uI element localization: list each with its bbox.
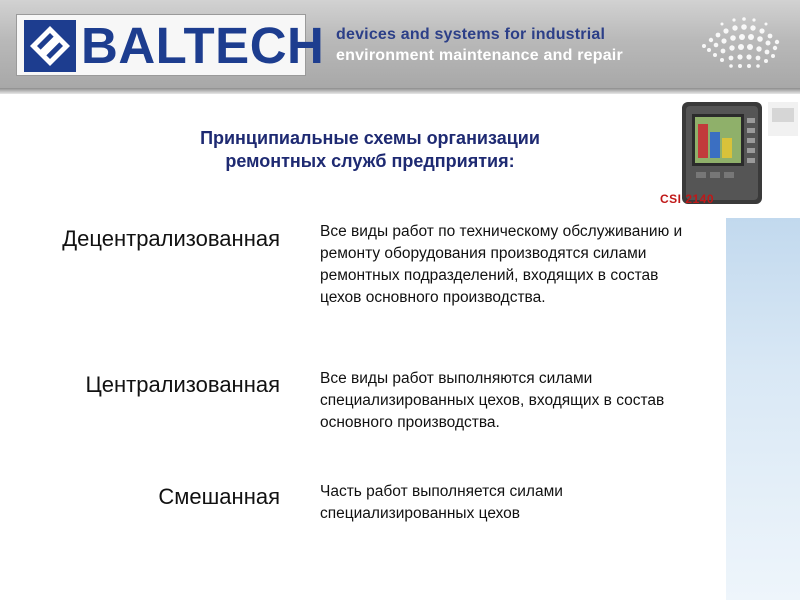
page-title xyxy=(150,127,590,173)
baltech-logo-icon xyxy=(24,20,76,72)
tagline xyxy=(336,24,623,66)
scheme-name-decentralized: Децентрализованная xyxy=(62,226,280,251)
right-gradient-stripe xyxy=(726,218,800,600)
baltech-logo[interactable] xyxy=(16,14,325,76)
device-label: CSI 2140 xyxy=(660,192,715,206)
scheme-description-decentralized: Все виды работ по техническому обслуживанию и ремонту оборудования производятся силами ремонтных подразделений, входящих в состав цехов основного производства. xyxy=(320,223,683,306)
tagline-line-1: devices and systems for industrial xyxy=(336,26,606,43)
scheme-description-centralized: Все виды работ выполняются силами специализированных цехов, входящих в состав основного производства. xyxy=(320,370,665,431)
scheme-name-centralized: Централизованная xyxy=(85,372,280,397)
tagline-line-2: environment maintenance and repair xyxy=(336,47,623,64)
header-divider xyxy=(0,88,800,94)
header-band xyxy=(0,0,800,88)
scheme-name-mixed: Смешанная xyxy=(158,484,280,509)
dotted-globe-icon xyxy=(684,6,794,82)
title-line-1: Принципиальные схемы организации xyxy=(200,128,540,148)
scheme-description-mixed: Часть работ выполняется силами специализированных цехов xyxy=(320,483,563,522)
logo-text: BALTECH xyxy=(81,17,325,74)
title-line-2: ремонтных служб предприятия: xyxy=(225,151,515,171)
